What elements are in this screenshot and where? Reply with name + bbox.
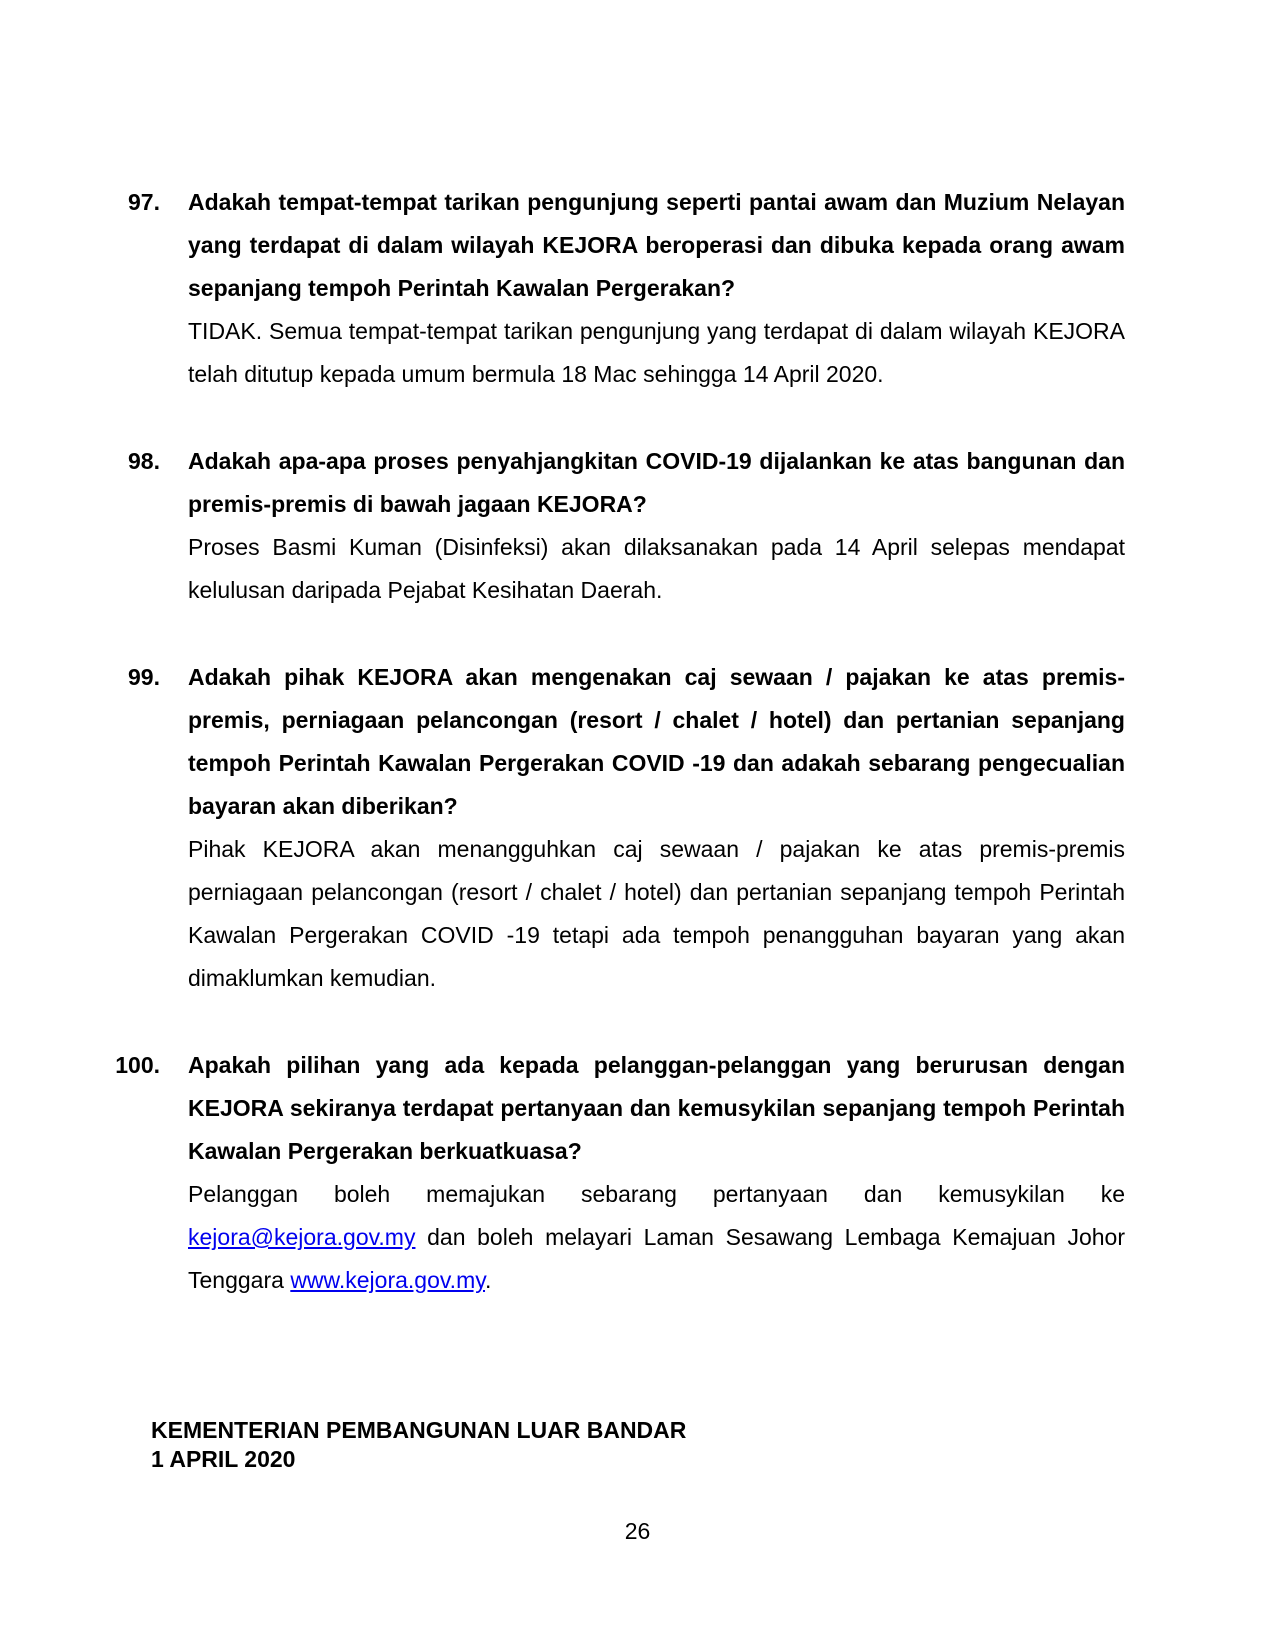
page-number: 26 [624, 1518, 651, 1544]
answer-text-part: dan boleh melayari Laman Sesawang Lembaga Kemajuan Johor Tenggara [188, 1224, 1125, 1293]
document-date: 1 APRIL 2020 [151, 1446, 296, 1472]
item-number: 99. [128, 664, 160, 690]
question-text: Apakah pilihan yang ada kepada pelanggan-pelanggan yang berurusan dengan KEJORA sekiranya terdapat pertanyaan dan kemusykilan sepanjang tempoh Perintah Kawalan Pergerakan berkuatkuasa? [188, 1052, 1125, 1164]
answer-text-part: Pelanggan boleh memajukan sebarang pertanyaan dan kemusykilan ke [188, 1181, 1125, 1207]
faq-item-97 [100, 181, 1125, 396]
faq-item-100 [100, 1044, 1125, 1302]
faq-item-98 [100, 440, 1125, 612]
answer-text: Proses Basmi Kuman (Disinfeksi) akan dilaksanakan pada 14 April selepas mendapat kelulusan daripada Pejabat Kesihatan Daerah. [188, 534, 1125, 603]
organization-name: KEMENTERIAN PEMBANGUNAN LUAR BANDAR [151, 1417, 687, 1443]
document-footer [151, 1416, 686, 1474]
faq-item-99 [100, 656, 1125, 1000]
answer-text [188, 1173, 1125, 1302]
item-number: 100. [115, 1052, 160, 1078]
question-text: Adakah tempat-tempat tarikan pengunjung seperti pantai awam dan Muzium Nelayan yang terdapat di dalam wilayah KEJORA beroperasi dan dibuka kepada orang awam sepanjang tempoh Perintah Kawalan Pergerakan? [188, 189, 1125, 301]
answer-text-part: . [485, 1267, 492, 1293]
item-number: 97. [128, 189, 160, 215]
answer-text: TIDAK. Semua tempat-tempat tarikan pengunjung yang terdapat di dalam wilayah KEJORA telah ditutup kepada umum bermula 18 Mac sehingga 14 April 2020. [188, 318, 1125, 387]
item-number: 98. [128, 448, 160, 474]
question-text: Adakah apa-apa proses penyahjangkitan COVID-19 dijalankan ke atas bangunan dan premis-premis di bawah jagaan KEJORA? [188, 448, 1125, 517]
question-text: Adakah pihak KEJORA akan mengenakan caj sewaan / pajakan ke atas premis-premis, perniagaan pelancongan (resort / chalet / hotel) dan pertanian sepanjang tempoh Perintah Kawalan Pergerakan COVID -19 dan adakah sebarang pengecualian bayaran akan diberikan? [188, 664, 1125, 819]
answer-text: Pihak KEJORA akan menangguhkan caj sewaan / pajakan ke atas premis-premis perniagaan pelancongan (resort / chalet / hotel) dan pertanian sepanjang tempoh Perintah Kawalan Pergerakan COVID -19 tetapi ada tempoh penangguhan bayaran yang akan dimaklumkan kemudian. [188, 836, 1125, 991]
email-link[interactable]: kejora@kejora.gov.my [188, 1224, 416, 1250]
website-link[interactable]: www.kejora.gov.my [290, 1267, 486, 1293]
